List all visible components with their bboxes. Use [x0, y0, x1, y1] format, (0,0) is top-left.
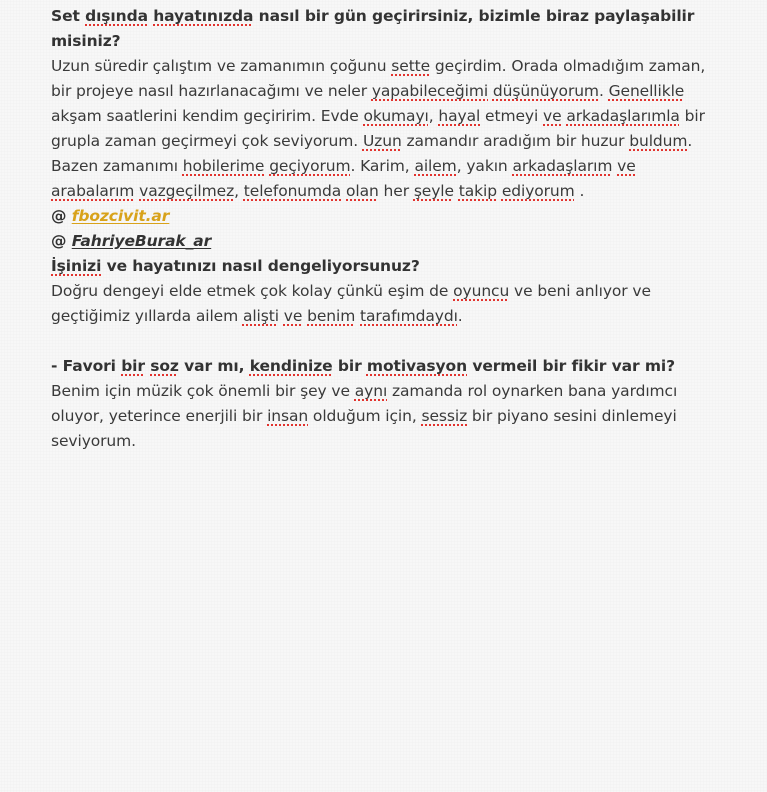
answer-1-line-3: akşam saatlerini kendim geçiririm. Evde okumayı, hayal etmeyi ve arkadaşlarımla bir: [51, 107, 705, 125]
answer-3-line-2: oluyor, yeterince enerjili bir insan olduğum için, sessiz bir piyano sesini dinlemeyi: [51, 407, 677, 425]
answer-1-line-1: Uzun süredir çalıştım ve zamanımın çoğunu sette geçirdim. Orada olmadığım zaman,: [51, 57, 706, 75]
question-1-line-1: Set dışında hayatınızda nasıl bir gün geçirirsiniz, bizimle biraz paylaşabilir: [51, 7, 695, 25]
question-2: İşinizi ve hayatınızı nasıl dengeliyorsunuz?: [51, 257, 420, 275]
question-3: - Favori bir soz var mı, kendinize bir motivasyon vermeil bir fikir var mi?: [51, 357, 675, 375]
answer-1-line-5: Bazen zamanımı hobilerime geçiyorum. Karim, ailem, yakın arkadaşlarım ve: [51, 157, 636, 175]
blank-line: [51, 329, 741, 354]
mention-line-2: [51, 229, 741, 254]
answer-2-line-1: Doğru dengeyi elde etmek çok kolay çünkü eşim de oyuncu ve beni anlıyor ve: [51, 282, 651, 300]
answer-1-line-4: grupla zaman geçirmeyi çok seviyorum. Uzun zamandır aradığım bir huzur buldum.: [51, 132, 693, 150]
answer-1-line-6: arabalarım vazgeçilmez, telefonumda olan her şeyle takip ediyorum .: [51, 182, 585, 200]
at-sign: @: [51, 232, 72, 250]
mention-fbozcivit[interactable]: fbozcivit.ar: [71, 207, 170, 225]
answer-2-line-2: geçtiğimiz yıllarda ailem alişti ve benim tarafımdaydı.: [51, 307, 463, 325]
at-sign: @: [51, 207, 72, 225]
mention-fahriyeburak[interactable]: FahriyeBurak_ar: [71, 232, 212, 250]
mention-line-1: [51, 204, 741, 229]
answer-1-line-2: bir projeye nasıl hazırlanacağımı ve neler yapabileceğimi düşünüyorum. Genellikle: [51, 82, 685, 100]
question-1-line-2: misiniz?: [51, 32, 121, 50]
answer-3-line-1: Benim için müzik çok önemli bir şey ve aynı zamanda rol oynarken bana yardımcı: [51, 382, 678, 400]
note-body[interactable]: [51, 4, 741, 454]
answer-3-line-3: seviyorum.: [51, 432, 136, 450]
